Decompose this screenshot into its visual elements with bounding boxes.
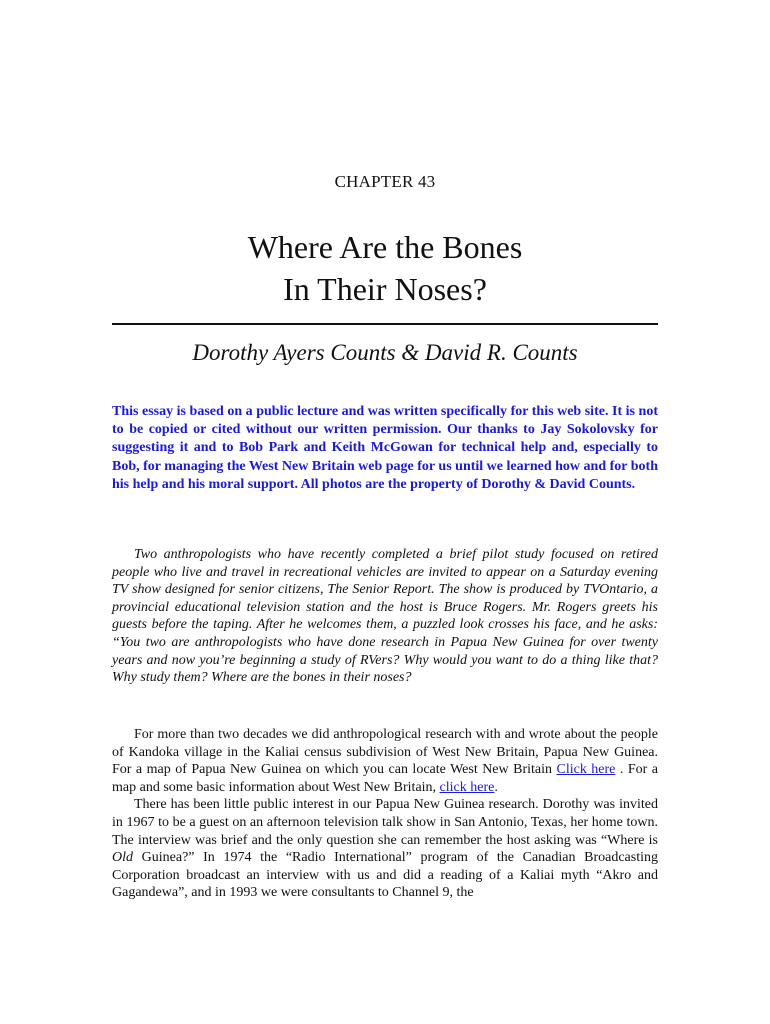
title-line-1: Where Are the Bones: [247, 229, 523, 265]
body-paragraph-1: [112, 726, 658, 796]
body-paragraph-2: [112, 796, 658, 902]
paragraph-1-text-c: .: [494, 779, 498, 795]
map-papua-new-guinea-link[interactable]: Click here: [556, 762, 616, 778]
paragraph-2-text-b: Guinea?” In 1974 the “Radio International” program of the Canadian Broadcasting Corporation broadcast an interview with us and did a reading of a Kaliai myth “Akro and Gagandewa”, and in 1993 we were consultants to Channel 9, the: [112, 850, 658, 901]
title-line-2: In Their Noses?: [283, 271, 487, 307]
intro-paragraph: [112, 546, 658, 687]
paragraph-2-text-a: There has been little public interest in our Papua New Guinea research. Dorothy was invited in 1967 to be a guest on an afternoon television talk show in San Antonio, Texas, her home town. The interview was brief and the only question she can remember the host asking was “Where is: [112, 797, 658, 848]
intro-text: Two anthropologists who have recently completed a brief pilot study focused on retired people who live and travel in recreational vehicles are invited to appear on a Saturday evening TV show designed for senior citizens, The Senior Report. The show is produced by TVOntario, a provincial educational television station and the host is Bruce Rogers. Mr. Rogers greets his guests before the taping. After he welcomes them, a puzzled look crosses his face, and he asks: “You two are anthropologists who have done research in Papua New Guinea for over twenty years and now you’re beginning a study of RVers? Why would you want to do a thing like that? Why study them? Where are the bones in their noses?: [112, 547, 658, 686]
body-text: [112, 726, 658, 902]
page-title: [0, 226, 770, 310]
paragraph-1-text-a: For more than two decades we did anthropological research with and wrote about the people of Kandoka village in the Kaliai census subdivision of West New Britain, Papua New Guinea. For a map of Papua New Guinea on which you can locate West New Britain: [112, 727, 658, 778]
chapter-label: CHAPTER 43: [334, 172, 436, 191]
paragraph-1-text-b: . For a map and some basic information about West New Britain,: [112, 762, 658, 795]
copyright-notice: This essay is based on a public lecture and was written specifically for this web site. It is not to be copied or cited without our written permission. Our thanks to Jay Sokolovsky for suggesting it and to Bob Park and Keith McGowan for technical help and, especially to Bob, for managing the West New Britain web page for us until we learned how and for both his help and his moral support. All photos are the property of Dorothy & David Counts.: [112, 404, 658, 492]
authors-byline: Dorothy Ayers Counts & David R. Counts: [192, 340, 578, 365]
map-west-new-britain-link[interactable]: click here: [439, 779, 495, 795]
title-divider: [112, 323, 658, 325]
paragraph-2-emphasis: Old: [112, 850, 133, 866]
